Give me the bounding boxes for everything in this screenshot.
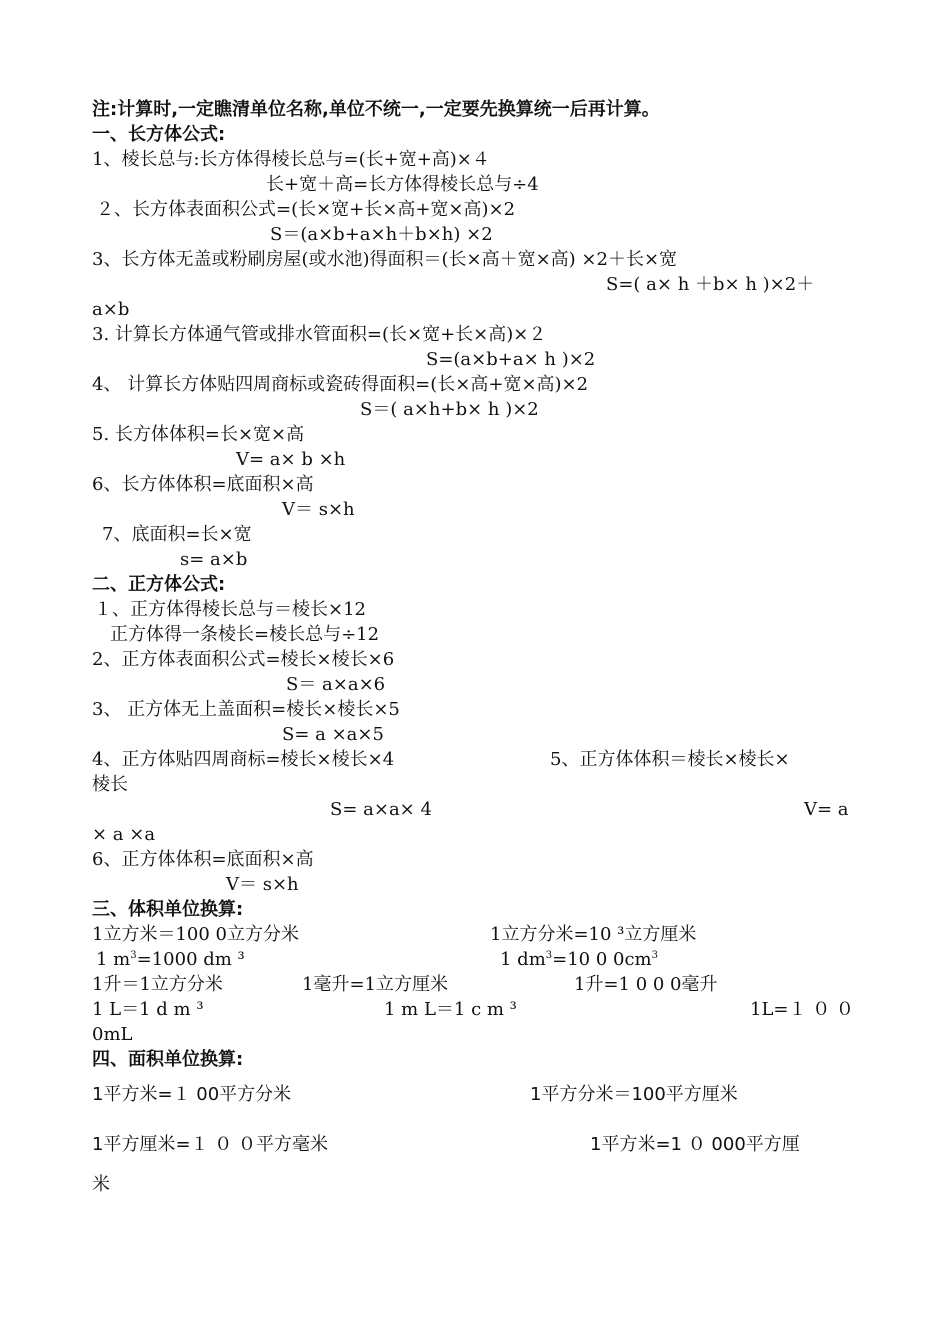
area-row-2a: 1平方厘米=１ ０ ０平方毫米 xyxy=(92,1134,328,1155)
cuboid-line-2: 长+宽＋高=长方体得棱长总与÷4 xyxy=(266,174,539,195)
cube-line-4: S＝ a×a×6 xyxy=(286,674,386,695)
volume-row-5: 0mL xyxy=(92,1024,133,1045)
cuboid-line-16: 7、底面积=长×宽 xyxy=(102,524,252,545)
cuboid-line-17: s= a×b xyxy=(180,549,248,570)
area-row-2b: 1平方米=1 ０ 000平方厘 xyxy=(590,1134,800,1155)
volume-row-3a: 1升＝1立方分米 xyxy=(92,974,223,995)
volume-row-1a: 1立方米＝100 0立方分米 xyxy=(92,924,299,945)
volume-row-3c: 1升=1 0 0 0毫升 xyxy=(574,974,718,995)
cube-line-10: × a ×a xyxy=(92,824,156,845)
cube-line-1: １、正方体得棱长总与＝棱长×12 xyxy=(94,599,366,620)
volume-row-2a-pre: 1 m xyxy=(96,949,131,970)
cube-line-9a: S= a×a× 4 xyxy=(330,799,432,820)
section-title-area: 四、面积单位换算: xyxy=(92,1049,244,1070)
area-row-1b: 1平方分米＝100平方厘米 xyxy=(530,1084,738,1105)
section-title-cuboid: 一、长方体公式: xyxy=(92,124,226,145)
cube-line-3: 2、正方体表面积公式=棱长×棱长×6 xyxy=(92,649,395,670)
volume-row-4a: 1 L＝1 d m ³ xyxy=(92,999,204,1020)
cube-line-6: S= a ×a×5 xyxy=(282,724,384,745)
cuboid-line-1: 1、棱长总与:长方体得棱长总与=(长+宽+高)×４ xyxy=(92,149,490,170)
volume-row-2b-mid: =10 0 0cm xyxy=(552,949,652,970)
cuboid-line-15: V＝ s×h xyxy=(282,499,355,520)
cube-line-5: 3、 正方体无上盖面积=棱长×棱长×5 xyxy=(92,699,400,720)
cuboid-line-7: a×b xyxy=(92,299,130,320)
cuboid-line-12: 5. 长方体体积=长×宽×高 xyxy=(92,424,305,445)
cube-line-8: 棱长 xyxy=(92,774,128,795)
volume-row-2a-sup: 3 xyxy=(130,950,137,961)
volume-row-4c: 1L=１ ０ ０ xyxy=(750,999,854,1020)
cube-line-2: 正方体得一条棱长=棱长总与÷12 xyxy=(110,624,380,645)
area-row-3: 米 xyxy=(92,1174,110,1195)
section-title-volume: 三、体积单位换算: xyxy=(92,899,244,920)
cuboid-line-9: S=(a×b+a× h )×2 xyxy=(426,349,596,370)
cube-line-7b: 5、正方体体积＝棱长×棱长× xyxy=(550,749,790,770)
volume-row-2b-sup2: 3 xyxy=(651,950,658,961)
volume-row-4b: 1 m L＝1 c m ³ xyxy=(384,999,517,1020)
cube-line-7a: 4、正方体贴四周商标=棱长×棱长×4 xyxy=(92,749,395,770)
cuboid-line-11: S＝( a×h+b× h )×2 xyxy=(360,399,539,420)
cuboid-line-13: V= a× b ×h xyxy=(236,449,346,470)
note-text: 注:计算时,一定瞧清单位名称,单位不统一,一定要先换算统一后再计算。 xyxy=(92,99,660,120)
volume-row-2a-post: =1000 dm ³ xyxy=(136,949,245,970)
area-row-1a: 1平方米=１ 00平方分米 xyxy=(92,1084,292,1105)
cuboid-line-4: S＝(a×b+a×h＋b×h) ×2 xyxy=(270,224,493,245)
cube-line-9b: V= a xyxy=(804,799,849,820)
cube-line-12: V＝ s×h xyxy=(226,874,299,895)
volume-row-3b: 1毫升=1立方厘米 xyxy=(302,974,448,995)
volume-row-1b: 1立方分米=10 ³立方厘米 xyxy=(490,924,697,945)
cube-line-11: 6、正方体体积=底面积×高 xyxy=(92,849,314,870)
volume-row-2b-sup: 3 xyxy=(545,950,553,961)
section-title-cube: 二、正方体公式: xyxy=(92,574,226,595)
cuboid-line-5: 3、长方体无盖或粉刷房屋(或水池)得面积＝(长×高＋宽×高) ×2＋长×宽 xyxy=(92,249,678,270)
volume-row-2b-pre: 1 dm xyxy=(500,949,546,970)
cuboid-line-14: 6、长方体体积=底面积×高 xyxy=(92,474,314,495)
cuboid-line-3: ２、长方体表面积公式=(长×宽+长×高+宽×高)×2 xyxy=(96,199,516,220)
volume-row-2a xyxy=(96,948,245,972)
cuboid-line-10: 4、 计算长方体贴四周商标或瓷砖得面积=(长×高+宽×高)×2 xyxy=(92,374,589,395)
volume-row-2b xyxy=(500,948,658,972)
cuboid-line-8: 3. 计算长方体通气管或排水管面积=(长×宽+长×高)×２ xyxy=(92,324,547,345)
cuboid-line-6: S=( a× h ＋b× h )×2＋ xyxy=(606,274,815,295)
